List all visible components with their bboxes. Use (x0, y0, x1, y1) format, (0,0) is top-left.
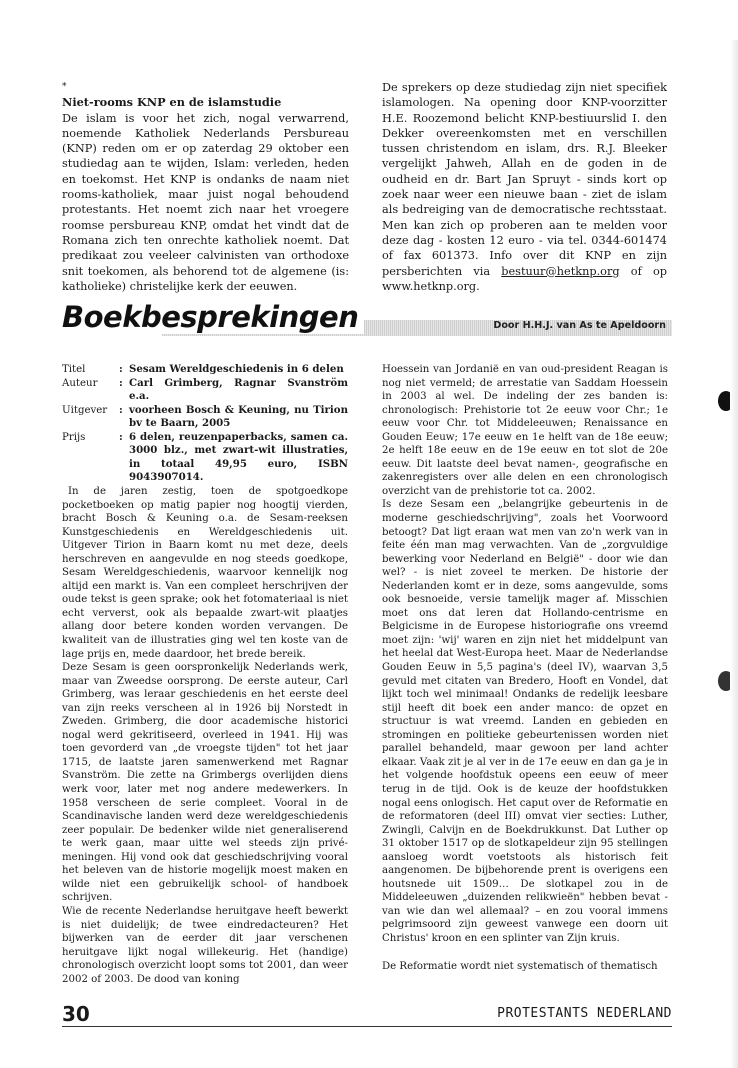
meta-label: Titel (62, 364, 86, 375)
meta-label: Auteur (62, 377, 98, 389)
meta-value: 6 delen, reuzenpaperbacks, samen ca. 3000 blz., met zwart-wit illustraties, in totaal 49,95 euro, ISBN 9043907014. (129, 430, 348, 483)
review-paragraph: De Reformatie wordt niet systematisch of thematisch (382, 960, 658, 972)
meta-label: Uitgever (62, 404, 108, 416)
section-title: Boekbesprekingen (62, 300, 364, 334)
review-paragraph: Deze Sesam is geen oorspronkelijk Nederlands werk, maar van Zweedse oorsprong. De eerste auteur, Carl Grimberg, was leraar geschiedenis en het eerste deel van zijn reeks verscheen al in 1926 bij Norstedt in Zweden. Grimberg, die door academische historici nogal werd gekritiseerd, overleed in 1941. Hij was toen gevorderd van „de vroegste tijden" tot het jaar 1715, de laatste jaren samenwerkend met Ragnar Svanström. Die zette na Grimbergs overlijden diens werk voor, later met nog andere medewerkers. In 1958 verscheen de serie compleet. Vooral in de Scandinavische landen werd deze wereldgeschiedenis zeer populair. De bedenker wilde niet generaliserend te werk gaan, maar uitte wel steeds zijn privé-meningen. Hij vond ook dat geschiedschrijving vooral het beleven van de historie mogelijk moest maken en wilde niet een gebruikelijk school- of handboek schrijven. (62, 662, 348, 904)
meta-row-publisher (62, 404, 348, 431)
review-author: Door H.H.J. van As te Apeldoorn (493, 320, 666, 331)
meta-colon: : (119, 376, 123, 389)
news-item-right (382, 80, 667, 294)
review-column-left (62, 485, 348, 986)
news-body-right-text: De sprekers op deze studiedag zijn niet specifiek islamologen. Na opening door KNP-voorzitter H.E. Roozemond belicht KNP-bestiuurslid I. den Dekker overeenkomsten met en verschillen tussen christendom en islam, drs. R.J. Bleeker vergelijkt Jahweh, Allah en de goden in de oudheid en dr. Bart Jan Spruyt - sinds kort op zoek naar weer een nieuwe baan - ziet de islam als bedreiging van de democratische rechtsstaat. Men kan zich op proberen aan te melden voor deze dag - kosten 12 euro - via tel. 0344-601474 of fax 601373. Info over dit KNP en zijn persberichten via (382, 81, 667, 278)
review-paragraph: Hoessein van Jordanië en van oud-president Reagan is nog niet vermeld; de arrestatie van Saddam Hoessein in 2003 al wel. De indeling der zes banden is: chronologisch: Prehistorie tot 2e eeuw voor Chr.; 1e eeuw voor Chr. tot Middeleeuwen; Renaissance en Gouden Eeuw; 17e eeuw en 1e helft van de 18e eeuw; 2e helft 18e eeuw en de 19e eeuw en tot slot de 20e eeuw. Dit laatste deel bevat namen-, geografische en zakenregisters over alle delen en een chronologisch overzicht van de prehistorie tot ca. 2002. (382, 364, 668, 497)
meta-value: Sesam Wereldgeschiedenis in 6 delen (129, 363, 344, 375)
review-paragraph: Is deze Sesam een „belangrijke gebeurtenis in de moderne geschiedschrijving", zoals het Voorwoord betoogt? Dat ligt eraan wat men van zo'n werk van in feite één man mag verwachten. Van de „zorgvuldige bewerking voor Nederland en België" - door wie dan wel? - is niet zoveel te merken. De historie der Nederlanden komt er in deze, soms aangevulde, soms ook besnoeide, versie tamelijk mager af. Misschien moet ons dat leren dat Hollando-centrisme en Belgicisme in de Europese historiografie ons vreemd moet zijn: 'wij' waren en zijn niet het middelpunt van het heelal dat West-Europa heet. Maar de Nederlandse Gouden Eeuw in 5,5 pagina's (deel IV), waarvan 3,5 gevuld met citaten van Bredero, Hooft en Vondel, dat lijkt toch wel minimaal! Ondanks de redelijk leesbare stijl heeft dit boek een ander manco: de opzet en structuur is wat vreemd. Landen en gebieden en stromingen en politieke gebeurtenissen worden niet parallel behandeld, maar gewoon per land achter elkaar. Vaak zit je al ver in de 17e eeuw en dan ga je in het volgende hoofdstuk opeens een eeuw of meer terug in de tijd. Ook is de keuze der hoofdstukken nogal eens onlogisch. Het caput over de Reformatie en de reformatoren (deel III) omvat vier secties: Luther, Zwingli, Calvijn en de Boekdrukkunst. Dat Luther op 31 oktober 1517 op de slotkapeldeur zijn 95 stellingen aansloeg wordt voetstoots als historisch feit aangenomen. De bijbehorende prent is overigens een houtsnede uit 1509… De slotkapel zou in de Middeleeuwen „duizenden relikwieën" hebben bevat - van wie dan wel allemaal? – en zou vooral immens pelgrimsoord zijn geweest vanwege een doorn uit Christus' kroon en een splinter van Zijn kruis. (382, 499, 668, 944)
meta-colon: : (119, 430, 123, 443)
meta-row-author (62, 377, 348, 404)
magazine-name: PROTESTANTS NEDERLAND (497, 1006, 672, 1021)
news-heading: Niet-rooms KNP en de islamstudie (62, 95, 282, 110)
bullet-star: * (62, 82, 67, 92)
section-banner (62, 300, 672, 340)
meta-value: Carl Grimberg, Ragnar Svanström e.a. (129, 376, 348, 402)
news-item-left (62, 80, 349, 294)
meta-colon: : (119, 363, 123, 375)
news-body-left: De islam is voor het zich, nogal verwarrend, noemende Katholiek Nederlands Persbureau (KNP) reden om er op zaterdag 29 oktober een studiedag aan te wijden, Islam: verleden, heden en toekomst. Het KNP is ondanks de naam niet rooms-katholiek, maar juist nogal behoudend protestants. Het noemt zich naar het vroegere roomse persbureau KNP, omdat het vindt dat de Romana zich ten onrechte katholiek noemt. Dat predikaat zou veeleer calvinisten van orthodoxe snit toekomen, als behorend tot de algemene (is: katholieke) christelijke kerk der eeuwen. (62, 111, 349, 293)
page-edge-shadow (730, 40, 738, 1068)
review-paragraph: Wie de recente Nederlandse heruitgave heeft bewerkt is niet duidelijk; de twee eindredacteuren? Het bijwerken van de eerder dit jaar verschenen heruitgave lijkt nogal willekeurig. Het (handige) chronologisch overzicht loopt soms tot 2001, dan weer 2002 of 2003. De dood van koning (62, 905, 348, 985)
book-metadata (62, 363, 348, 485)
news-body-right-tail: of op www.hetknp.org. (382, 264, 667, 293)
meta-label: Prijs (62, 431, 86, 443)
email-link[interactable]: bestuur@hetknp.org (501, 264, 620, 278)
footer-rule (62, 1026, 672, 1027)
meta-value: voorheen Bosch & Keuning, nu Tirion bv te Baarn, 2005 (129, 403, 348, 429)
page-number: 30 (62, 1002, 90, 1026)
meta-row-price (62, 431, 348, 485)
meta-colon: : (119, 403, 123, 416)
review-paragraph: In de jaren zestig, toen de spotgoedkope pocketboeken op matig papier nog hoogtij vierden, bracht Bosch & Keuning o.a. de Sesam-reeksen Kunstgeschiedenis en Wereldgeschiedenis uit. Uitgever Tirion in Baarn komt nu met deze, deels herschreven en aangevulde en nog steeds goedkope, Sesam Wereldgeschiedenis, waarvoor kennelijk nog altijd een markt is. Van een compleet herschrijven der oude tekst is geen sprake; ook het fotomateriaal is niet echt ververst, ook als bepaalde zwart-wit plaatjes allang door betere konden worden vervangen. De kwaliteit van de illustraties ging wel ten koste van de lage prijs en, mede daardoor, het brede bereik. (62, 486, 348, 660)
review-column-right (382, 363, 668, 973)
news-body-right (382, 80, 667, 294)
meta-row-title (62, 363, 348, 377)
